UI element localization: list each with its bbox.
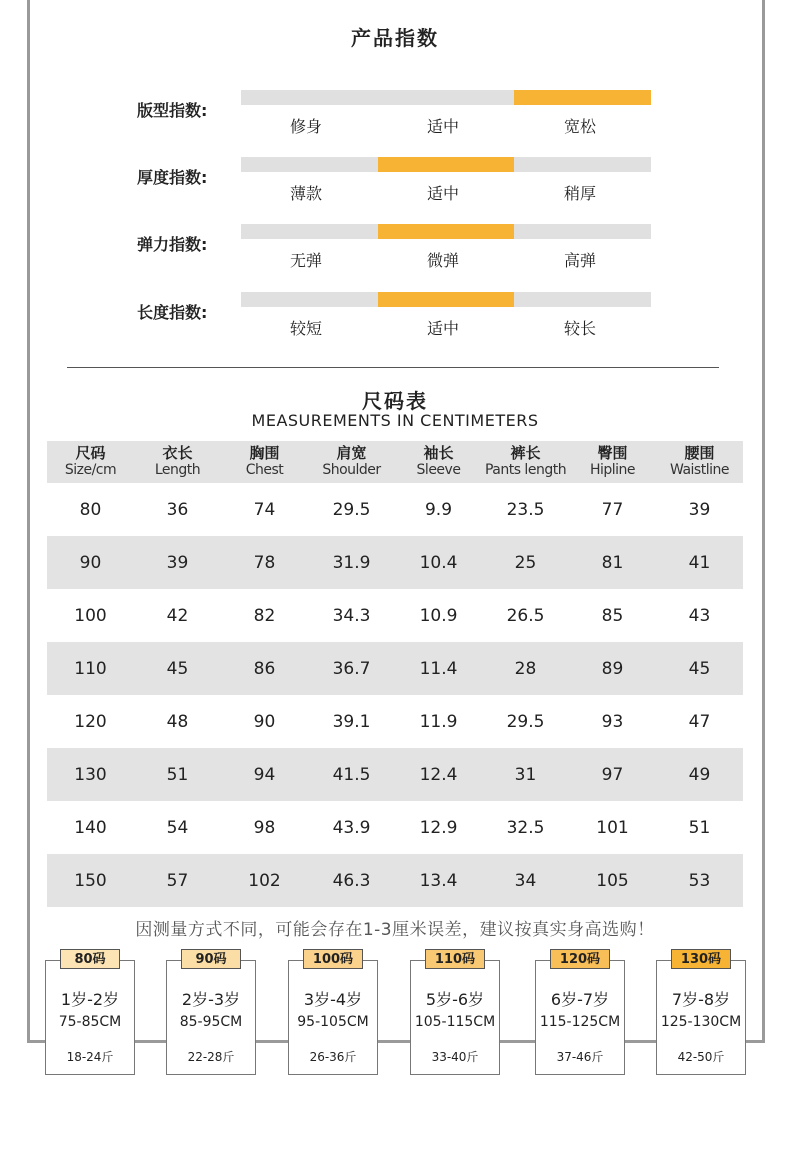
index-label: 版型指数: [137, 101, 208, 120]
index-row [0, 157, 790, 207]
index-bar-segment [514, 90, 651, 105]
index-option: 适中 [426, 319, 459, 338]
section-divider [67, 367, 719, 368]
table-cell: 100 [47, 589, 134, 642]
column-header-en: Hipline [589, 462, 636, 478]
table-cell: 12.9 [395, 801, 482, 854]
table-row [47, 642, 743, 695]
size-card-tag: 110码 [425, 949, 485, 969]
index-bar-segment [241, 157, 378, 172]
table-cell: 120 [47, 695, 134, 748]
table-cell: 130 [47, 748, 134, 801]
index-bar-segment [514, 157, 651, 172]
table-body [47, 483, 743, 907]
table-cell: 32.5 [482, 801, 569, 854]
column-header-en: Size/cm [64, 462, 117, 478]
size-card-tag: 90码 [181, 949, 241, 969]
size-card [410, 952, 500, 1075]
index-option: 修身 [289, 117, 322, 136]
table-cell: 26.5 [482, 589, 569, 642]
table-cell: 46.3 [308, 854, 395, 907]
index-row [0, 224, 790, 274]
table-cell: 28 [482, 642, 569, 695]
index-bar-segment [514, 292, 651, 307]
column-header-en: Shoulder [322, 462, 381, 478]
index-bar-segment [241, 292, 378, 307]
table-cell: 93 [569, 695, 656, 748]
index-bar-segment [378, 224, 515, 239]
table-cell: 90 [47, 536, 134, 589]
table-cell: 97 [569, 748, 656, 801]
table-cell: 10.4 [395, 536, 482, 589]
index-label: 弹力指数: [137, 235, 208, 254]
table-cell: 41.5 [308, 748, 395, 801]
index-bar-segment [378, 292, 515, 307]
table-cell: 98 [221, 801, 308, 854]
size-card-weight: 42-50斤 [677, 1050, 725, 1064]
size-chart-subtitle: MEASUREMENTS IN CENTIMETERS [251, 411, 539, 430]
size-card-age: 7岁-8岁 [671, 990, 731, 1009]
index-option: 高弹 [563, 251, 596, 270]
size-card-age: 5岁-6岁 [425, 990, 485, 1009]
table-cell: 23.5 [482, 483, 569, 536]
column-header-zh: 尺码 [75, 444, 106, 462]
table-row [47, 536, 743, 589]
column-header-zh: 胸围 [249, 444, 280, 462]
table-cell: 47 [656, 695, 743, 748]
table-cell: 81 [569, 536, 656, 589]
column-header-en: Chest [245, 462, 284, 478]
size-card-weight: 37-46斤 [556, 1050, 604, 1064]
table-cell: 36.7 [308, 642, 395, 695]
table-row [47, 801, 743, 854]
measurement-note: 因测量方式不同，可能会存在1-3厘米误差，建议按真实身高选购！ [135, 920, 655, 940]
column-header-en: Pants length [484, 462, 567, 478]
size-card-height: 115-125CM [539, 1014, 621, 1030]
size-card [45, 952, 135, 1075]
table-cell: 51 [134, 748, 221, 801]
size-card [288, 952, 378, 1075]
table-cell: 150 [47, 854, 134, 907]
table-cell: 10.9 [395, 589, 482, 642]
table-cell: 105 [569, 854, 656, 907]
index-row [0, 90, 790, 140]
table-row [47, 483, 743, 536]
size-card-age: 6岁-7岁 [550, 990, 610, 1009]
table-cell: 43.9 [308, 801, 395, 854]
table-cell: 9.9 [395, 483, 482, 536]
column-header-zh: 腰围 [684, 444, 715, 462]
size-card-age: 2岁-3岁 [181, 990, 241, 1009]
index-option: 较长 [563, 319, 596, 338]
table-cell: 51 [656, 801, 743, 854]
index-bar-segment [378, 90, 515, 105]
product-index-title: 产品指数 [351, 26, 439, 50]
size-card-age: 1岁-2岁 [60, 990, 120, 1009]
size-card [535, 952, 625, 1075]
table-row [47, 748, 743, 801]
size-card [656, 952, 746, 1075]
table-cell: 42 [134, 589, 221, 642]
column-header [395, 441, 482, 483]
index-bar [241, 157, 651, 172]
size-card-tag: 130码 [671, 949, 731, 969]
size-card-height: 105-115CM [414, 1014, 496, 1030]
table-cell: 49 [656, 748, 743, 801]
size-card [166, 952, 256, 1075]
table-cell: 29.5 [308, 483, 395, 536]
table-cell: 45 [134, 642, 221, 695]
column-header-en: Waistline [670, 462, 729, 478]
size-card-weight: 22-28斤 [187, 1050, 235, 1064]
size-card-weight: 33-40斤 [431, 1050, 479, 1064]
column-header [308, 441, 395, 483]
column-header [569, 441, 656, 483]
table-cell: 86 [221, 642, 308, 695]
size-card-weight: 18-24斤 [66, 1050, 114, 1064]
size-card-height: 125-130CM [660, 1014, 742, 1030]
table-cell: 43 [656, 589, 743, 642]
column-header-zh: 裤长 [510, 444, 541, 462]
index-option: 无弹 [289, 251, 322, 270]
table-cell: 12.4 [395, 748, 482, 801]
size-card-tag: 80码 [60, 949, 120, 969]
table-header-row [47, 441, 743, 483]
index-row [0, 292, 790, 342]
index-option: 微弹 [426, 251, 459, 270]
frame-bottom-border [27, 1040, 765, 1043]
table-cell: 80 [47, 483, 134, 536]
table-cell: 39 [656, 483, 743, 536]
column-header [656, 441, 743, 483]
table-cell: 25 [482, 536, 569, 589]
index-option: 适中 [426, 184, 459, 203]
index-option: 稍厚 [563, 184, 596, 203]
table-cell: 77 [569, 483, 656, 536]
table-row [47, 589, 743, 642]
table-cell: 82 [221, 589, 308, 642]
table-cell: 11.9 [395, 695, 482, 748]
column-header-en: Sleeve [416, 462, 461, 478]
table-cell: 11.4 [395, 642, 482, 695]
column-header-en: Length [154, 462, 201, 478]
size-card-height: 85-95CM [179, 1014, 243, 1030]
column-header [134, 441, 221, 483]
table-cell: 48 [134, 695, 221, 748]
size-card-age: 3岁-4岁 [303, 990, 363, 1009]
table-cell: 101 [569, 801, 656, 854]
index-bar-segment [241, 90, 378, 105]
index-option: 适中 [426, 117, 459, 136]
table-cell: 39 [134, 536, 221, 589]
table-row [47, 695, 743, 748]
table-cell: 110 [47, 642, 134, 695]
table-cell: 39.1 [308, 695, 395, 748]
size-card-tag: 100码 [303, 949, 363, 969]
index-option: 较短 [289, 319, 322, 338]
table-cell: 102 [221, 854, 308, 907]
table-cell: 13.4 [395, 854, 482, 907]
table-cell: 85 [569, 589, 656, 642]
table-cell: 31 [482, 748, 569, 801]
table-cell: 140 [47, 801, 134, 854]
table-cell: 29.5 [482, 695, 569, 748]
table-cell: 31.9 [308, 536, 395, 589]
column-header [221, 441, 308, 483]
table-cell: 54 [134, 801, 221, 854]
index-bar [241, 90, 651, 105]
size-card-height: 95-105CM [297, 1014, 369, 1030]
table-cell: 36 [134, 483, 221, 536]
column-header-zh: 肩宽 [336, 444, 367, 462]
index-bar-segment [378, 157, 515, 172]
size-chart-title: 尺码表 [362, 389, 428, 413]
index-label: 长度指数: [137, 303, 208, 322]
size-card-tag: 120码 [550, 949, 610, 969]
table-cell: 41 [656, 536, 743, 589]
index-bar [241, 224, 651, 239]
table-cell: 57 [134, 854, 221, 907]
table-cell: 94 [221, 748, 308, 801]
column-header-zh: 袖长 [423, 444, 454, 462]
column-header [47, 441, 134, 483]
size-card-weight: 26-36斤 [309, 1050, 357, 1064]
table-cell: 45 [656, 642, 743, 695]
index-option: 宽松 [563, 117, 596, 136]
table-cell: 90 [221, 695, 308, 748]
table-cell: 89 [569, 642, 656, 695]
index-label: 厚度指数: [137, 168, 208, 187]
size-table [47, 441, 743, 907]
index-bar [241, 292, 651, 307]
size-card-height: 75-85CM [58, 1014, 122, 1030]
table-cell: 34.3 [308, 589, 395, 642]
index-bar-segment [514, 224, 651, 239]
table-cell: 34 [482, 854, 569, 907]
table-cell: 78 [221, 536, 308, 589]
column-header-zh: 臀围 [597, 444, 628, 462]
column-header-zh: 衣长 [162, 444, 193, 462]
index-bar-segment [241, 224, 378, 239]
index-option: 薄款 [289, 184, 322, 203]
table-cell: 53 [656, 854, 743, 907]
column-header [482, 441, 569, 483]
table-cell: 74 [221, 483, 308, 536]
table-row [47, 854, 743, 907]
